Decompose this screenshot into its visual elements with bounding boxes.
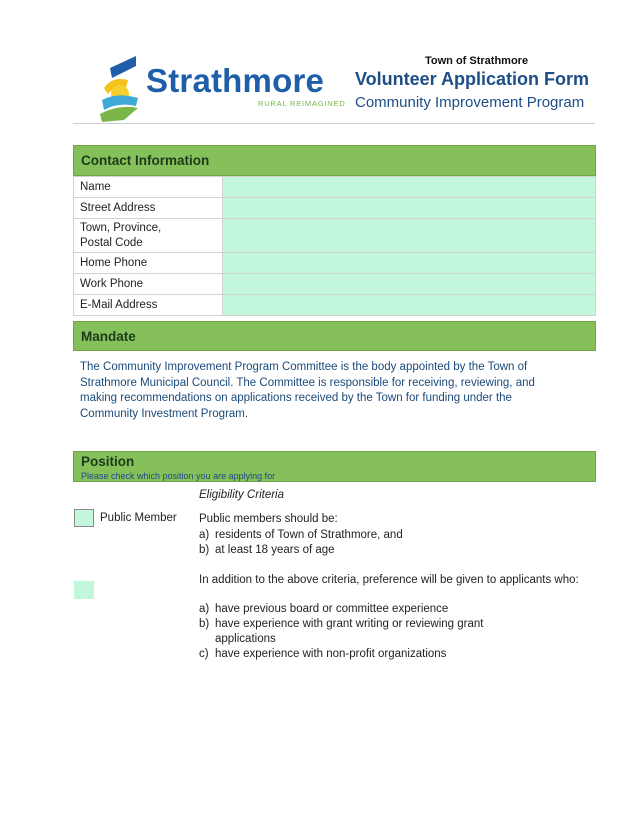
- street-address-input[interactable]: [223, 198, 595, 214]
- second-position-checkbox[interactable]: [74, 581, 94, 599]
- list-item: [199, 602, 519, 617]
- field-label-work-phone: Work Phone: [74, 274, 223, 295]
- mandate-section-header: [73, 321, 596, 351]
- logo-tagline: RURAL REIMAGINED: [258, 99, 346, 108]
- list-marker: a): [199, 603, 210, 615]
- mandate-heading: Mandate: [81, 329, 136, 344]
- form-title: Volunteer Application Form: [355, 69, 590, 89]
- position-heading: Position: [81, 454, 135, 469]
- preference-text: have previous board or committee experience: [215, 603, 449, 615]
- position-instruction: Please check which position you are applying for: [81, 471, 276, 481]
- header-divider: [73, 123, 595, 124]
- form-subtitle: Community Improvement Program: [355, 94, 585, 111]
- organization-name: Town of Strathmore: [425, 55, 529, 67]
- criteria-list: [199, 528, 579, 558]
- list-marker: c): [199, 648, 209, 660]
- email-input[interactable]: [223, 295, 595, 311]
- table-row: [74, 253, 596, 274]
- logo-wordmark: Strathmore: [146, 62, 325, 99]
- list-item: [199, 647, 519, 662]
- strathmore-logo: [98, 54, 346, 124]
- field-label-name: Name: [74, 177, 223, 198]
- home-phone-field-cell: [223, 253, 596, 274]
- email-field-cell: [223, 295, 596, 316]
- name-field-cell: [223, 177, 596, 198]
- town-province-field-cell: [223, 219, 596, 253]
- contact-heading: Contact Information: [81, 153, 210, 168]
- preference-text: have experience with grant writing or reviewing grant applications: [215, 618, 484, 645]
- eligibility-criteria-label: Eligibility Criteria: [199, 489, 284, 501]
- strathmore-emblem-icon: [98, 54, 144, 124]
- position-section-header: [73, 451, 596, 482]
- field-label-email: E-Mail Address: [74, 295, 223, 316]
- public-member-checkbox[interactable]: [74, 509, 94, 527]
- table-row: [74, 295, 596, 316]
- field-label-home-phone: Home Phone: [74, 253, 223, 274]
- table-row: [74, 219, 596, 253]
- list-item: [199, 543, 579, 558]
- public-member-label: Public Member: [100, 512, 177, 524]
- table-row: [74, 274, 596, 295]
- contact-table: [73, 176, 596, 316]
- criteria-text: at least 18 years of age: [215, 544, 335, 556]
- contact-section-header: [73, 145, 596, 176]
- preference-list: [199, 602, 519, 662]
- field-label-town-province-postal: Town, Province, Postal Code: [74, 219, 223, 253]
- table-row: [74, 177, 596, 198]
- street-address-field-cell: [223, 198, 596, 219]
- preference-intro: In addition to the above criteria, preference will be given to applicants who:: [199, 574, 579, 586]
- list-item: [199, 617, 519, 647]
- preference-text: have experience with non-profit organizations: [215, 648, 447, 660]
- name-input[interactable]: [223, 177, 595, 193]
- list-marker: b): [199, 618, 210, 630]
- criteria-text: residents of Town of Strathmore, and: [215, 529, 403, 541]
- home-phone-input[interactable]: [223, 253, 595, 269]
- list-marker: a): [199, 529, 210, 541]
- list-marker: b): [199, 544, 210, 556]
- field-label-street-address: Street Address: [74, 198, 223, 219]
- table-row: [74, 198, 596, 219]
- work-phone-field-cell: [223, 274, 596, 295]
- town-province-postal-input[interactable]: [223, 219, 595, 249]
- mandate-paragraph: The Community Improvement Program Committee is the body appointed by the Town of Strathmore Municipal Council. The Committee is responsible for receiving, reviewing, and making recommendations on applications received by the Town for funding under the Community Investment Program.: [80, 361, 535, 420]
- criteria-intro: Public members should be:: [199, 513, 338, 525]
- list-item: [199, 528, 579, 543]
- work-phone-input[interactable]: [223, 274, 595, 290]
